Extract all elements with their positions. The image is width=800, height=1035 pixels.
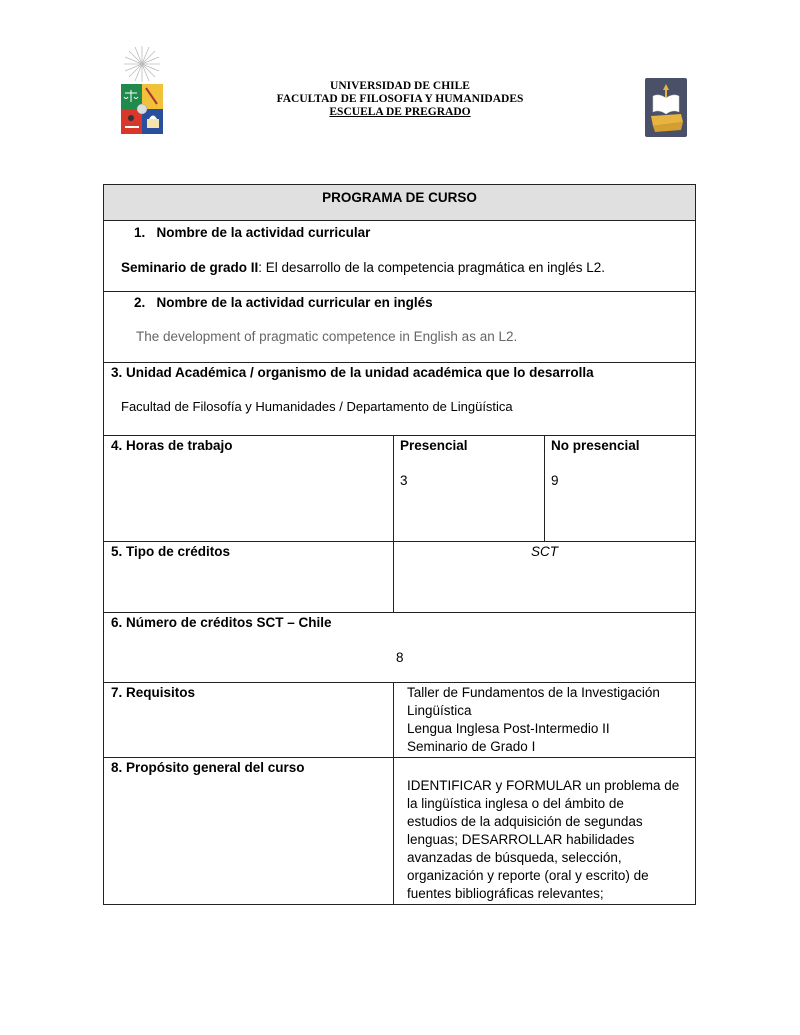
section-6-row <box>103 612 696 683</box>
university-name: UNIVERSIDAD DE CHILE <box>330 80 470 92</box>
requisite-item: Taller de Fundamentos de la Investigación <box>407 685 660 700</box>
no-presencial-label: No presencial <box>551 438 640 453</box>
presencial-cell <box>393 435 545 542</box>
purpose-line: la lingüística inglesa o del ámbito de <box>407 796 624 811</box>
section-6-label: 6. Número de créditos SCT – Chile <box>111 615 332 630</box>
section-4-label: 4. Horas de trabajo <box>111 438 233 453</box>
star-burst-icon <box>124 46 160 82</box>
section-6-value: 8 <box>396 650 404 665</box>
section-5-label: 5. Tipo de créditos <box>111 544 231 559</box>
presencial-value: 3 <box>400 473 408 488</box>
section-8-value-cell <box>393 757 696 905</box>
requisite-item: Seminario de Grado I <box>407 739 536 754</box>
purpose-line: fuentes bibliográficas relevantes; <box>407 886 604 901</box>
purpose-line: organización y reporte (oral y escrito) de <box>407 868 649 883</box>
section-8-label-cell <box>103 757 394 905</box>
school-name: ESCUELA DE PREGRADO <box>329 106 471 118</box>
section-3-row <box>103 362 696 436</box>
purpose-line: avanzadas de búsqueda, selección, <box>407 850 622 865</box>
section-5-value: SCT <box>531 544 558 559</box>
section-5-value-cell <box>393 541 696 613</box>
section-2-label: 2. Nombre de la actividad curricular en inglés <box>134 295 433 310</box>
program-table <box>103 184 696 905</box>
requisite-item: Lingüística <box>407 703 472 718</box>
section-1-row <box>103 220 696 292</box>
section-1-value <box>121 259 605 277</box>
section-2-row <box>103 291 696 363</box>
presencial-label: Presencial <box>400 438 468 453</box>
table-title-row <box>103 184 696 221</box>
purpose-line: IDENTIFICAR y FORMULAR un problema de <box>407 778 680 793</box>
faculty-name: FACULTAD DE FILOSOFIA Y HUMANIDADES <box>276 93 524 105</box>
requisite-item: Lengua Inglesa Post-Intermedio II <box>407 721 610 736</box>
section-8-label: 8. Propósito general del curso <box>111 760 305 775</box>
course-name-rest: : El desarrollo de la competencia pragmática en inglés L2. <box>258 260 605 275</box>
section-7-label: 7. Requisitos <box>111 685 196 700</box>
section-5-label-cell <box>103 541 394 613</box>
no-presencial-cell <box>544 435 696 542</box>
section-7-label-cell <box>103 682 394 758</box>
section-7-value-cell <box>393 682 696 758</box>
section-4-label-cell <box>103 435 394 542</box>
section-1-label: 1. Nombre de la actividad curricular <box>134 225 371 240</box>
section-2-value: The development of pragmatic competence in English as an L2. <box>136 329 518 344</box>
course-name-bold: Seminario de grado II <box>121 260 259 275</box>
purpose-line: lenguas; DESARROLLAR habilidades <box>407 832 635 847</box>
section-3-value: Facultad de Filosofía y Humanidades / Departamento de Lingüística <box>121 399 513 414</box>
faculty-emblem-logo <box>645 78 687 137</box>
no-presencial-value: 9 <box>551 473 559 488</box>
program-title: PROGRAMA DE CURSO <box>322 190 477 205</box>
section-3-label: 3. Unidad Académica / organismo de la unidad académica que lo desarrolla <box>111 365 594 380</box>
purpose-line: estudios de la adquisición de segundas <box>407 814 643 829</box>
